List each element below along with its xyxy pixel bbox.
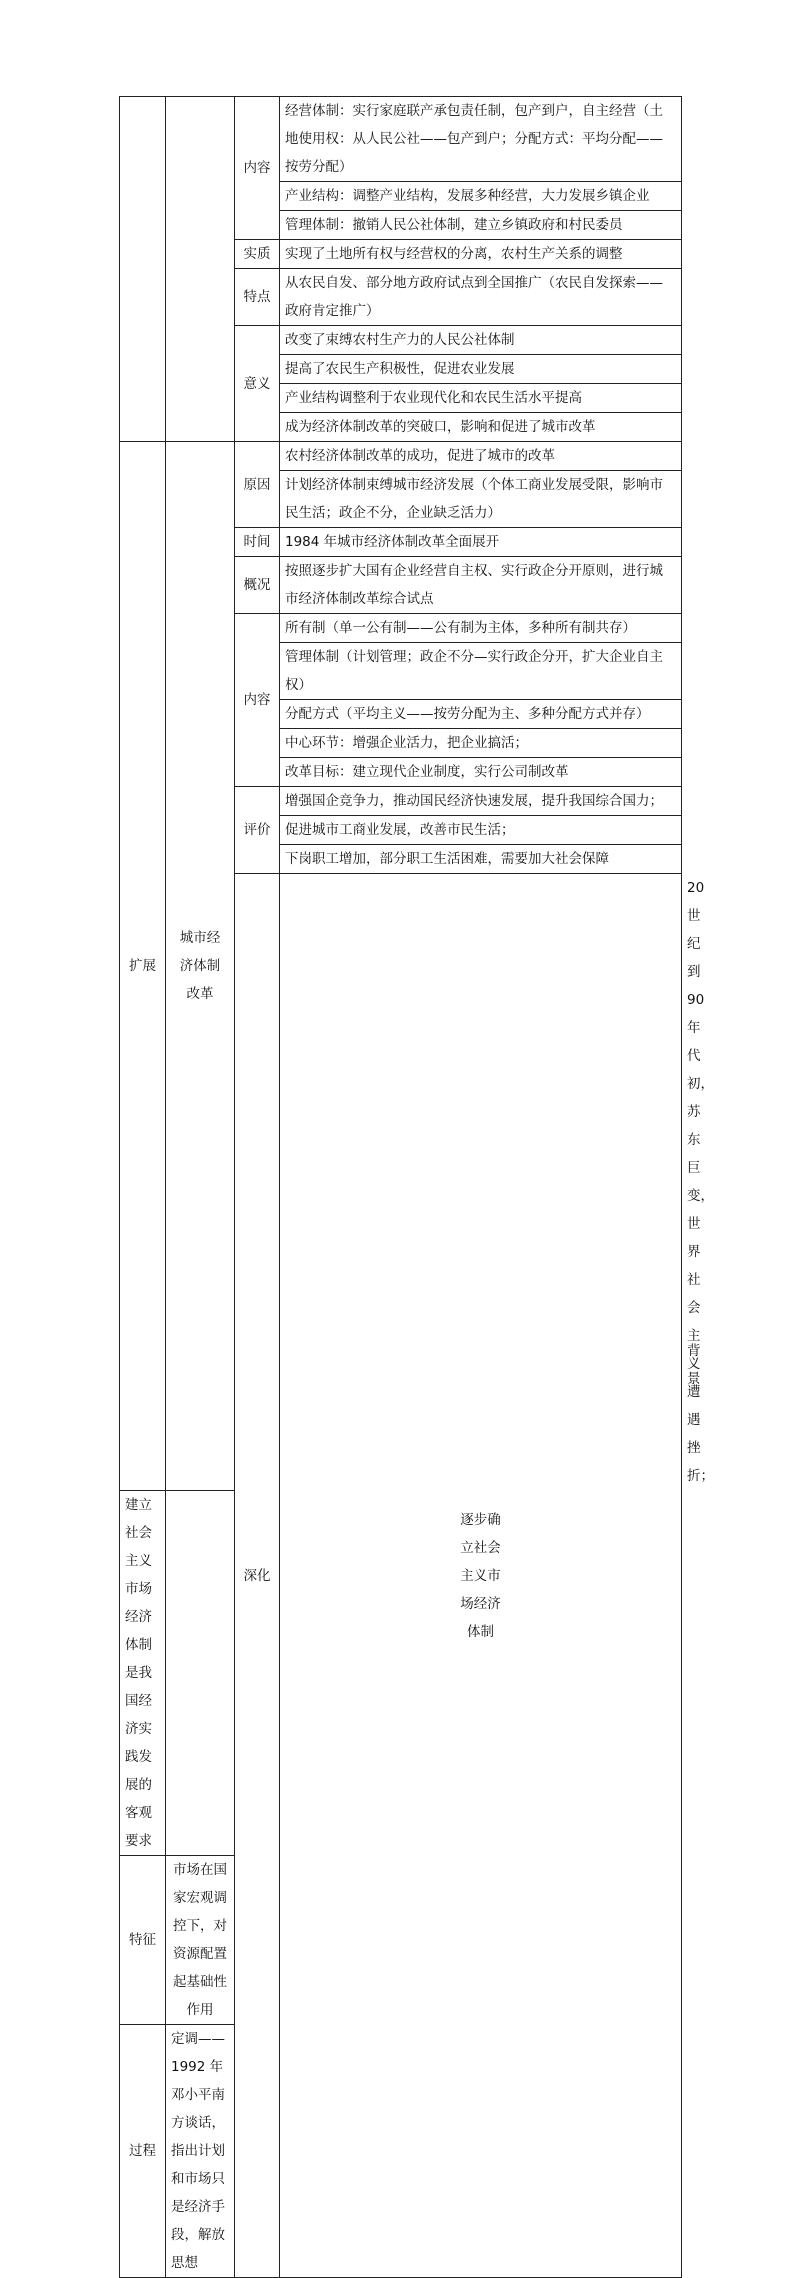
section-cell-empty [120, 97, 166, 442]
content-cell: 增强国企竞争力，推动国民经济快速发展，提升我国综合国力； [280, 787, 682, 816]
table-row: 深化 逐步确 立社会 主义市 场经济 体制 背景 20 世纪到 90 年代初，苏东巨变，世界社会主义遭遇挫折； [120, 874, 682, 1491]
row-label: 概况 [235, 557, 280, 614]
content-cell: 产业结构：调整产业结构，发展多种经营，大力发展乡镇企业 [280, 182, 682, 211]
row-label: 内容 [235, 614, 280, 787]
sub-label [166, 442, 235, 1491]
sub-cell-empty [166, 97, 235, 442]
sub-label-line: 城市经 [179, 930, 221, 946]
content-cell: 中心环节：增强企业活力，把企业搞活； [280, 729, 682, 758]
content-cell: 管理体制：撤销人民公社体制，建立乡镇政府和村民委员 [280, 211, 682, 240]
row-label: 特点 [235, 269, 280, 326]
content-cell: 农村经济体制改革的成功，促进了城市的改革 [280, 442, 682, 471]
sub-label [280, 874, 682, 2278]
content-cell: 按照逐步扩大国有企业经营自主权、实行政企分开原则，进行城市经济体制改革综合试点 [280, 557, 682, 614]
row-label: 时间 [235, 528, 280, 557]
content-cell: 改变了束缚农村生产力的人民公社体制 [280, 326, 682, 355]
row-label: 内容 [235, 97, 280, 240]
sub-label-line: 体制 [467, 1623, 494, 1640]
table-row [120, 442, 682, 471]
content-cell: 1984 年城市经济体制改革全面展开 [280, 528, 682, 557]
content-cell: 管理体制（计划管理；政企不分—实行政企分开，扩大企业自主权） [280, 643, 682, 700]
content-cell: 建立社会主义市场经济体制是我国经济实践发展的客观要求 [120, 1491, 166, 1856]
content-cell: 从农民自发、部分地方政府试点到全国推广（农民自发探索——政府肯定推广） [280, 269, 682, 326]
sub-label-line: 济体制 [179, 958, 221, 974]
row-label: 评价 [235, 787, 280, 874]
content-cell: 所有制（单一公有制——公有制为主体，多种所有制共存） [280, 614, 682, 643]
table-row [120, 97, 682, 182]
sub-label-line: 主义市 [460, 1567, 501, 1584]
sub-label-line: 改革 [186, 986, 214, 1002]
content-cell: 提高了农民生产积极性，促进农业发展 [280, 355, 682, 384]
content-cell: 市场在国家宏观调控下，对资源配置起基础性作用 [166, 1856, 235, 2025]
row-label: 原因 [235, 442, 280, 528]
content-cell: 成为经济体制改革的突破口，影响和促进了城市改革 [280, 413, 682, 442]
content-cell: 改革目标：建立现代企业制度，实行公司制改革 [280, 758, 682, 787]
section-label: 深化 [235, 874, 280, 2278]
row-label: 意义 [235, 326, 280, 442]
content-cell: 产业结构调整利于农业现代化和农民生活水平提高 [280, 384, 682, 413]
section-label: 扩展 [120, 442, 166, 1491]
content-cell: 经营体制：实行家庭联产承包责任制，包产到户，自主经营（土地使用权：从人民公社——包产到户；分配方式：平均分配——按劳分配） [280, 97, 682, 182]
sub-label-line: 场经济 [460, 1595, 501, 1612]
row-label: 特征 [120, 1856, 166, 2025]
content-cell: 定调——1992 年邓小平南方谈话，指出计划和市场只是经济手段，解放思想 [166, 2025, 235, 2278]
content-cell: 计划经济体制束缚城市经济发展（个体工商业发展受限，影响市民生活；政企不分，企业缺乏活力） [280, 471, 682, 528]
row-label: 实质 [235, 240, 280, 269]
reform-table-full [119, 96, 714, 2278]
sub-label-line: 立社会 [460, 1539, 501, 1556]
content-cell: 下岗职工增加，部分职工生活困难，需要加大社会保障 [280, 845, 682, 874]
content-cell: 分配方式（平均主义——按劳分配为主、多种分配方式并存） [280, 700, 682, 729]
content-cell: 实现了土地所有权与经营权的分离，农村生产关系的调整 [280, 240, 682, 269]
content-cell: 促进城市工商业发展，改善市民生活； [280, 816, 682, 845]
row-label: 过程 [120, 2025, 166, 2278]
sub-label-line: 逐步确 [460, 1511, 501, 1528]
